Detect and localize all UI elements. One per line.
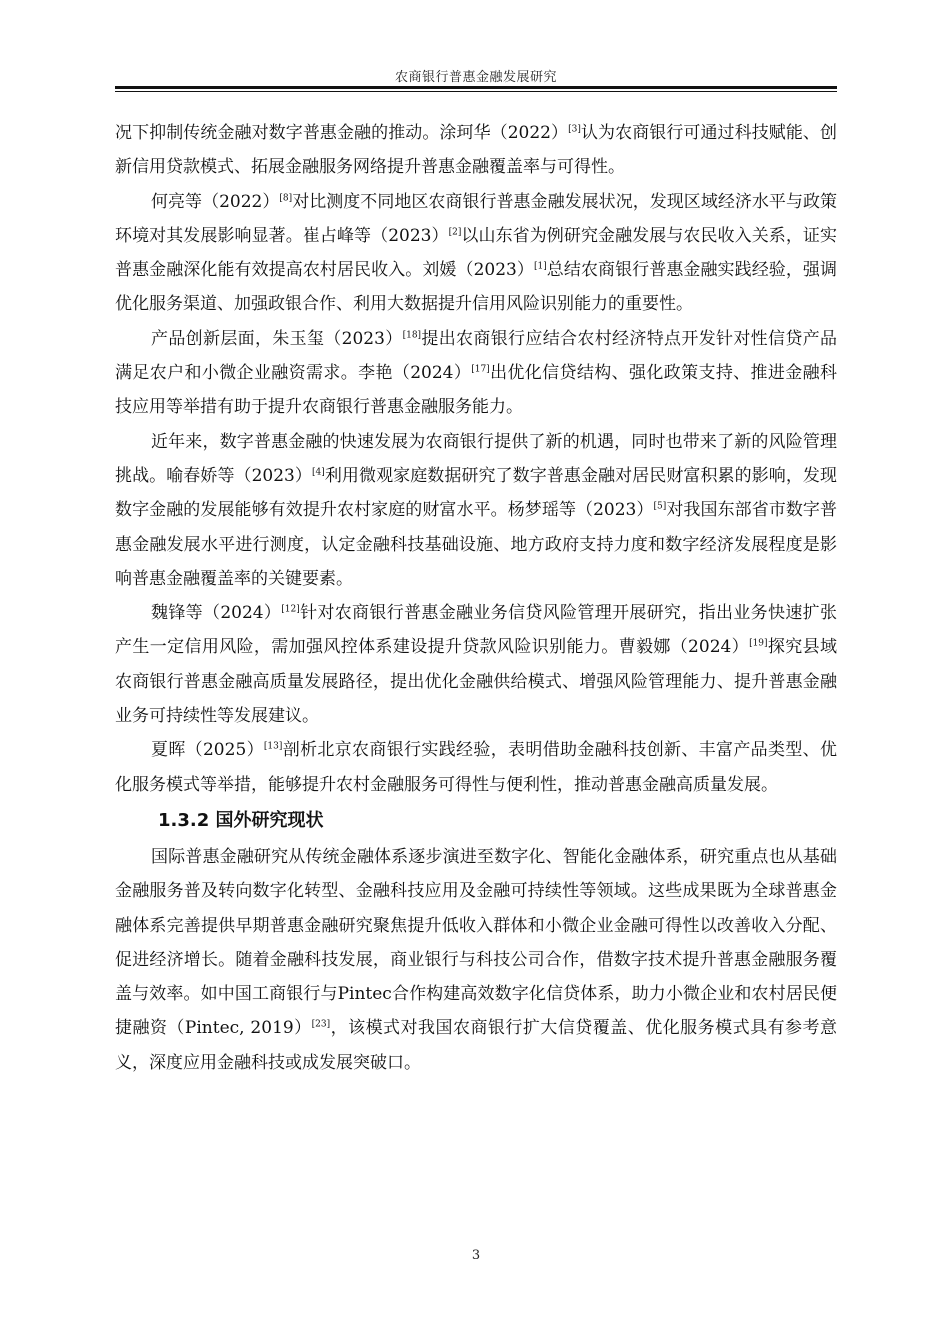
text-run: 提出农商银行应结合农村经济特点开发针对性信贷产品满足农户和小微企业融资需求。李艳（2024） (115, 328, 838, 384)
citation-marker: [4] (312, 467, 325, 478)
text-run: 产品创新层面，朱玉玺（2023） (151, 328, 403, 349)
page-number: 3 (471, 1248, 481, 1263)
text-run: 近年来，数字普惠金融的快速发展为农商银行提供了新的机遇，同时也带来了新的风险管理挑战。喻春娇等（2023） (115, 431, 837, 486)
text-run: 国际普惠金融研究从传统金融体系逐步演进至数字化、智能化金融体系，研究重点也从基础金融服务普及转向数字化转型、金融科技应用及金融可持续性等领域。这些成果既为全球普惠金融体系完善提供早期普惠金融研究聚焦提升低收入群体和小微企业金融可得性以改善收入分配、促进经济增长。随着金融科技发展，商业银行与科技公司合作，借数字技术提升普惠金融服务覆盖与效率。如中国工商银行与Pintec合作构建高效数字化信贷体系，助力小微企业和农村居民便捷融资（Pintec, 2019） (115, 846, 837, 1039)
text-run: 以山东省为例研究金融发展与农民收入关系，证实普惠金融深化能有效提高农村居民收入。刘媛（2023） (115, 225, 837, 281)
citation-marker: [18] (402, 330, 422, 341)
citation-marker: [3] (568, 124, 581, 135)
text-run: ，该模式对我国农商银行扩大信贷覆盖、优化服务模式具有参考意义，深度应用金融科技或成发展突破口。 (115, 1018, 837, 1073)
text-run: 认为农商银行可通过科技赋能、创新信用贷款模式、拓展金融服务网络提升普惠金融覆盖率与可得性。 (115, 123, 838, 178)
citation-marker: [1] (533, 261, 547, 272)
citation-marker: [8] (279, 192, 293, 203)
body-paragraph (115, 840, 837, 1080)
text-run: 对我国东部省市数字普惠金融发展水平进行测度，认定金融科技基础设施、地方政府支持力度和数字经济发展程度是影响普惠金融覆盖率的关键要素。 (115, 500, 838, 589)
text-run: 探究县域农商银行普惠金融高质量发展路径，提出优化金融供给模式、增强风险管理能力、提升普惠金融业务可持续性等发展建议。 (115, 637, 838, 727)
body-paragraph (115, 185, 837, 322)
text-run: 夏晖（2025） (151, 740, 264, 761)
citation-marker: [23] (311, 1019, 331, 1030)
text-run: 总结农商银行普惠金融实践经验，强调优化服务渠道、加强政银合作、利用大数据提升信用风险识别能力的重要性。 (115, 260, 838, 315)
citation-marker: [12] (281, 604, 300, 615)
body-paragraph (115, 322, 837, 425)
header-rule-thick (115, 86, 837, 89)
running-header: 农商银行普惠金融发展研究 (394, 70, 557, 85)
body-paragraph (115, 596, 837, 733)
header-rule-thin (115, 91, 837, 92)
body-paragraph (115, 425, 837, 596)
citation-marker: [19] (749, 638, 768, 649)
text-run: 针对农商银行普惠金融业务信贷风险管理开展研究，指出业务快速扩张产生一定信用风险，需加强风控体系建设提升贷款风险识别能力。曹毅娜（2024） (115, 603, 837, 658)
citation-marker: [2] (448, 227, 462, 238)
body-text (115, 116, 837, 1080)
text-run: 何亮等（2022） (151, 191, 280, 212)
text-run: 出优化信贷结构、强化政策支持、推进金融科技应用等举措有助于提升农商银行普惠金融服务能力。 (115, 363, 838, 418)
citation-marker: [5] (653, 501, 667, 512)
citation-marker: [17] (471, 364, 490, 375)
citation-marker: [13] (263, 741, 283, 752)
text-run: 对比测度不同地区农商银行普惠金融发展状况，发现区域经济水平与政策环境对其发展影响显著。崔占峰等（2023） (115, 191, 837, 246)
body-paragraph (115, 116, 837, 185)
body-paragraph (115, 733, 837, 802)
section-heading: 1.3.2 国外研究现状 (158, 809, 324, 831)
text-run: 魏锋等（2024） (151, 603, 282, 624)
text-run: 利用微观家庭数据研究了数字普惠金融对居民财富积累的影响，发现数字金融的发展能够有效提升农村家庭的财富水平。杨梦瑶等（2023） (115, 465, 838, 521)
text-run: 剖析北京农商银行实践经验，表明借助金融科技创新、丰富产品类型、优化服务模式等举措，能够提升农村金融服务可得性与便利性，推动普惠金融高质量发展。 (115, 740, 837, 795)
text-run: 况下抑制传统金融对数字普惠金融的推动。涂珂华（2022） (115, 123, 569, 143)
